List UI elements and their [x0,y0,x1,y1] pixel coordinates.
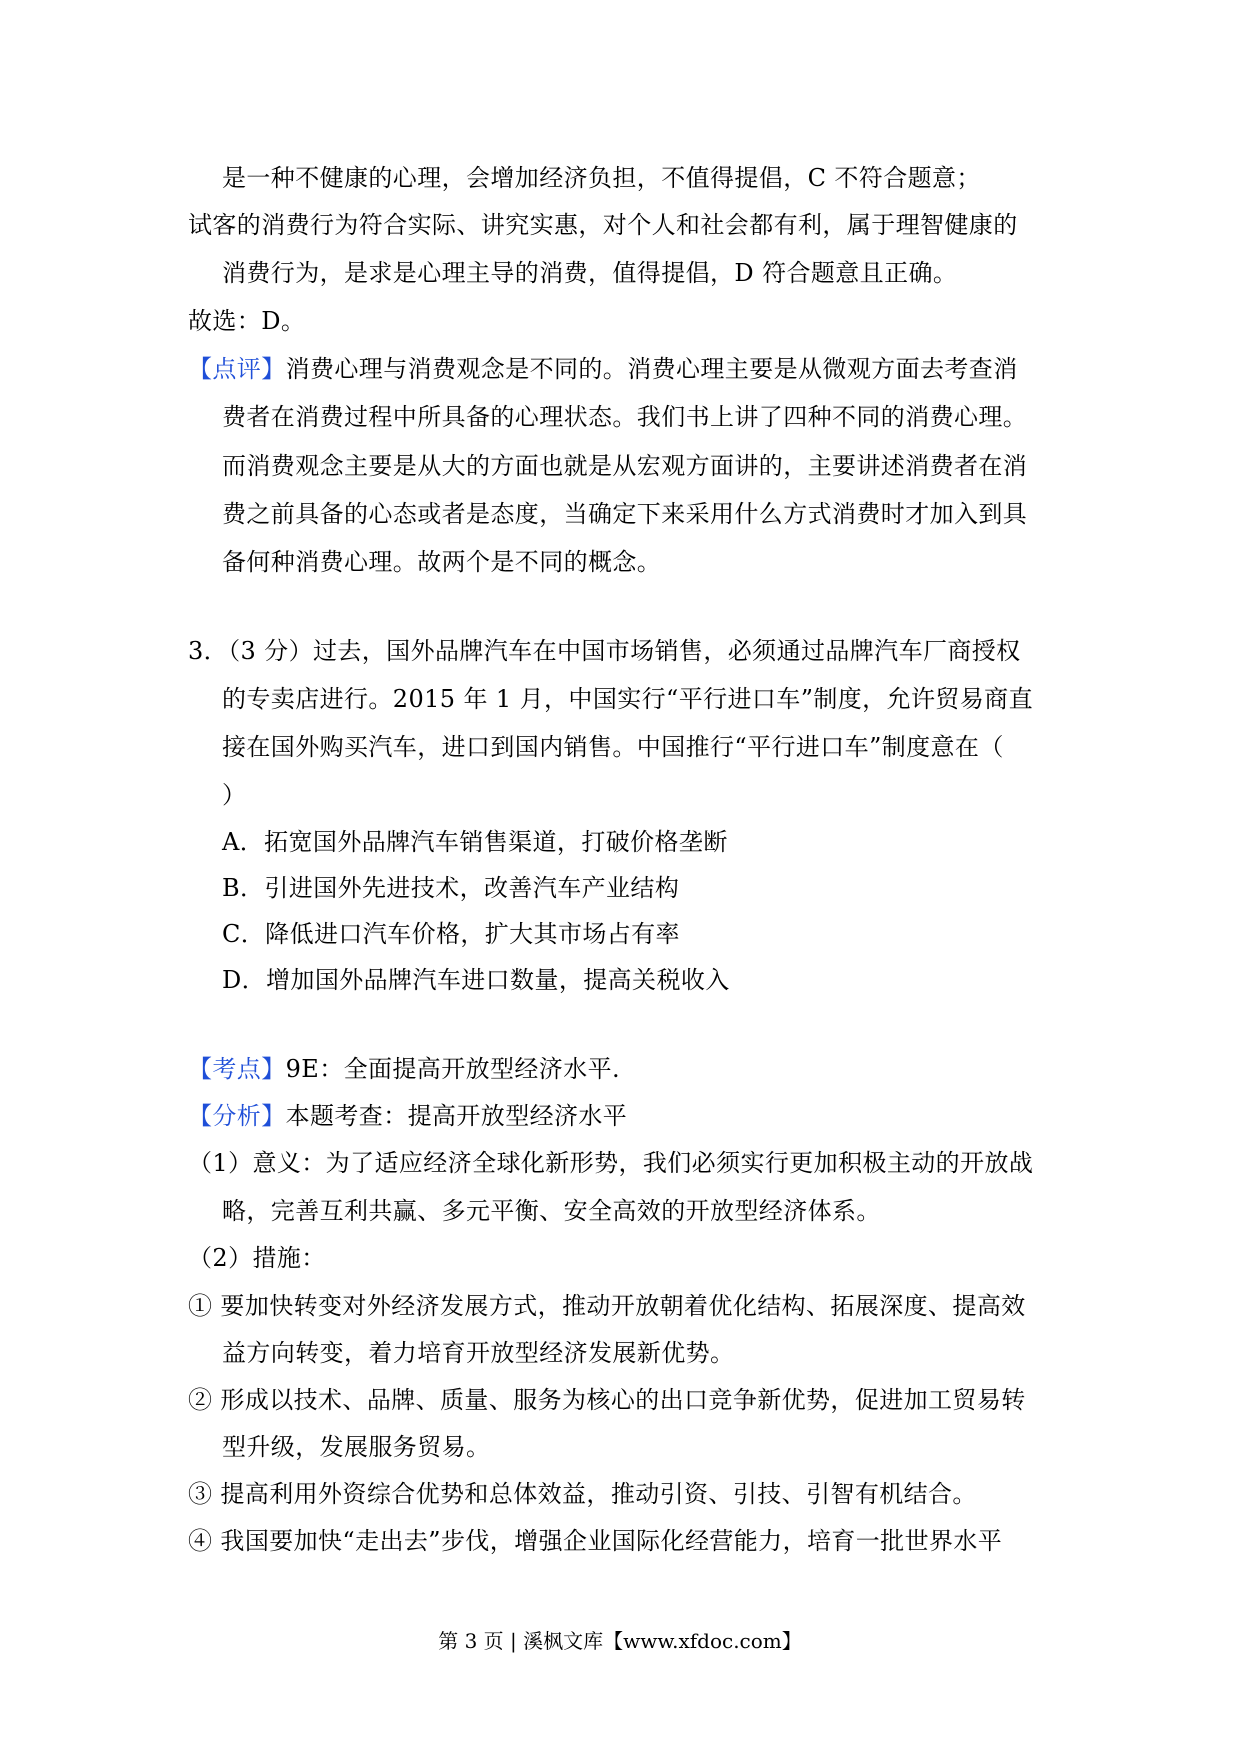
question-line-2: 的专卖店进行。2015 年 1 月，中国实行“平行进口车”制度，允许贸易商直 [222,685,1033,713]
fenxi-tag: 【分析】 [188,1102,286,1130]
comment-line-4: 费之前具备的心态或者是态度，当确定下来采用什么方式消费时才加入到具 [222,500,1028,528]
option-c: C．降低进口汽车价格，扩大其市场占有率 [222,920,680,948]
question-line-4: ） [222,781,247,809]
option-d: D．增加国外品牌汽车进口数量，提高关税收入 [222,966,730,994]
measure-2-line-2: 型升级，发展服务贸易。 [222,1433,491,1461]
analysis-p1-line-1: （1）意义：为了适应经济全球化新形势，我们必须实行更加积极主动的开放战 [188,1149,1034,1177]
question-line-3: 接在国外购买汽车，进口到国内销售。中国推行“平行进口车”制度意在（ [222,733,1004,761]
kaodian-text: 9E：全面提高开放型经济水平. [285,1055,621,1083]
option-b: B．引进国外先进技术，改善汽车产业结构 [222,874,680,902]
comment-tag: 【点评】 [188,355,286,383]
comment-text: 消费心理与消费观念是不同的。消费心理主要是从微观方面去考查消 [285,355,1018,383]
measure-3: ③ 提高利用外资综合优势和总体效益，推动引资、引技、引智有机结合。 [188,1480,977,1508]
solution-line-3: 消费行为，是求是心理主导的消费，值得提倡，D 符合题意且正确。 [222,259,958,287]
option-a: A．拓宽国外品牌汽车销售渠道，打破价格垄断 [222,828,728,856]
comment-line-5: 备何种消费心理。故两个是不同的概念。 [222,548,662,576]
measure-1-line-1: ① 要加快转变对外经济发展方式，推动开放朝着优化结构、拓展深度、提高效 [188,1292,1026,1320]
question-line-1: 3．（3 分）过去，国外品牌汽车在中国市场销售，必须通过品牌汽车厂商授权 [188,637,1021,665]
answer-line: 故选：D。 [188,307,306,335]
fenxi-text: 本题考查：提高开放型经济水平 [285,1102,628,1130]
comment-line-2: 费者在消费过程中所具备的心理状态。我们书上讲了四种不同的消费心理。 [222,403,1028,431]
kaodian-line [188,1053,620,1085]
measure-4: ④ 我国要加快“走出去”步伐，增强企业国际化经营能力，培育一批世界水平 [188,1527,1003,1555]
comment-line-3: 而消费观念主要是从大的方面也就是从宏观方面讲的，主要讲述消费者在消 [222,452,1028,480]
fenxi-line [188,1100,627,1132]
page-footer: 第 3 页 | 溪枫文库【www.xfdoc.com】 [438,1629,802,1653]
comment-line-1 [188,353,1018,385]
solution-line-2: 试客的消费行为符合实际、讲究实惠，对个人和社会都有利，属于理智健康的 [188,211,1018,239]
measure-2-line-1: ② 形成以技术、品牌、质量、服务为核心的出口竞争新优势，促进加工贸易转 [188,1386,1026,1414]
kaodian-tag: 【考点】 [188,1055,286,1083]
analysis-p2: （2）措施： [188,1244,326,1272]
measure-1-line-2: 益方向转变，着力培育开放型经济发展新优势。 [222,1339,735,1367]
analysis-p1-line-2: 略，完善互利共赢、多元平衡、安全高效的开放型经济体系。 [222,1197,881,1225]
solution-line-1: 是一种不健康的心理，会增加经济负担，不值得提倡，C 不符合题意； [222,164,981,192]
